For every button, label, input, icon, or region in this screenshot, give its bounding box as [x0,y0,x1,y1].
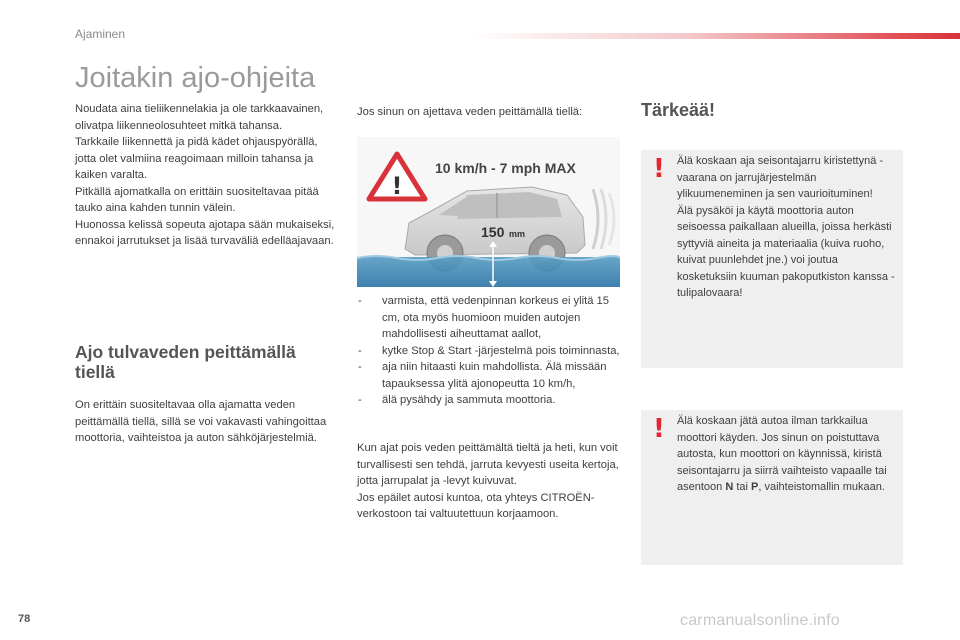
warning-box-parking-brake [641,150,903,368]
section-header: Ajaminen [75,27,126,41]
flood-paragraph: On erittäin suositeltavaa olla ajamatta veden peittämällä tiellä, sillä se voi vakavasti vahingoittaa moottoria, vaihteistoa ja auton sähköjärjestelmiä. [75,399,327,444]
list-item: - älä pysähdy ja sammuta moottoria. [358,394,556,406]
watermark: carmanualsonline.info [680,612,840,629]
depth-value: 150 [481,224,505,240]
list-item: - aja niin hitaasti kuin mahdollista. Älä missään tapauksessa ylitä ajonopeutta 10 km/h, [358,361,607,390]
header-accent-bar [470,33,960,39]
after-flood-paragraph: Kun ajat pois veden peittämältä tieltä ja heti, kun voit turvallisesti sen tehdä, jarruta kevyesti useita kertoja, jotta jarrupalat ja -levyt kuivuvat. Jos epäilet autosi kuntoa, ota yhteys CITROËN-verkostoon tai valtuutettuun korjaamoon. [357,442,619,520]
exclamation-icon: ! [653,414,665,444]
gear-n: N [725,481,734,493]
gear-p: P [751,481,759,493]
page-number: 78 [18,613,31,625]
list-item: - kytke Stop & Start -järjestelmä pois toiminnasta, [358,344,620,357]
flooded-road-illustration [357,137,620,287]
important-heading: Tärkeää! [641,100,716,120]
warning-text: Älä koskaan aja seisontajarru kiristettynä - vaarana on jarrujärjestelmän ylikuumeneminen ja sen vaurioituminen! Älä pysäköi ja käytä moottoria auton seisoessa paikallaan alueilla, joissa herkästi syttyviä aineita ja materiaalia (kuiva ruoho, kuivat puunlehdet jne.) voi joutua kosketuksiin kuuman pakoputkiston kanssa - tulipalovaara! [677,155,895,299]
warning-mark: ! [391,172,403,200]
warning-box-unattended [641,410,903,565]
exclamation-icon: ! [653,154,665,184]
flood-instructions-intro: Jos sinun on ajettava veden peittämällä tiellä: [357,106,583,118]
warning-text: Älä koskaan jätä autoa ilman tarkkailua moottori käyden. Jos sinun on poistuttava autosta, kun moottori on käynnissä, kiristä seisontajarru ja siirrä vaihteisto vapaalle tai asentoon N tai P, vaihteistomallin mukaan. [677,415,887,493]
speed-limit-label: 10 km/h - 7 mph MAX [435,160,576,176]
page-title: Joitakin ajo-ohjeita [75,62,316,94]
depth-unit: mm [509,229,526,239]
water-surface [357,257,620,287]
flood-section-heading: Ajo tulvaveden peittämällä tiellä [75,342,296,382]
flood-instructions-list [357,293,622,409]
intro-paragraph: Noudata aina tieliikennelakia ja ole tarkkaavainen, olivatpa liikenneolosuhteet mitkä tahansa. Tarkkaile liikennettä ja pidä kädet ohjauspyörällä, jotta olet valmiina reagoimaan milloin tahansa ja kaiken varalta. Pitkällä ajomatkalla on erittäin suositeltavaa pitää tauko aina kahden tunnin välein. Huonossa kelissä sopeuta ajotapa sään mukaiseksi, ennakoi jarrutukset ja lisää turvaväliä edelläajavaan. [75,103,335,247]
list-item: - varmista, että vedenpinnan korkeus ei ylitä 15 cm, ota myös huomioon muiden autojen mahdollisesti aiheuttamat aallot, [358,295,609,340]
